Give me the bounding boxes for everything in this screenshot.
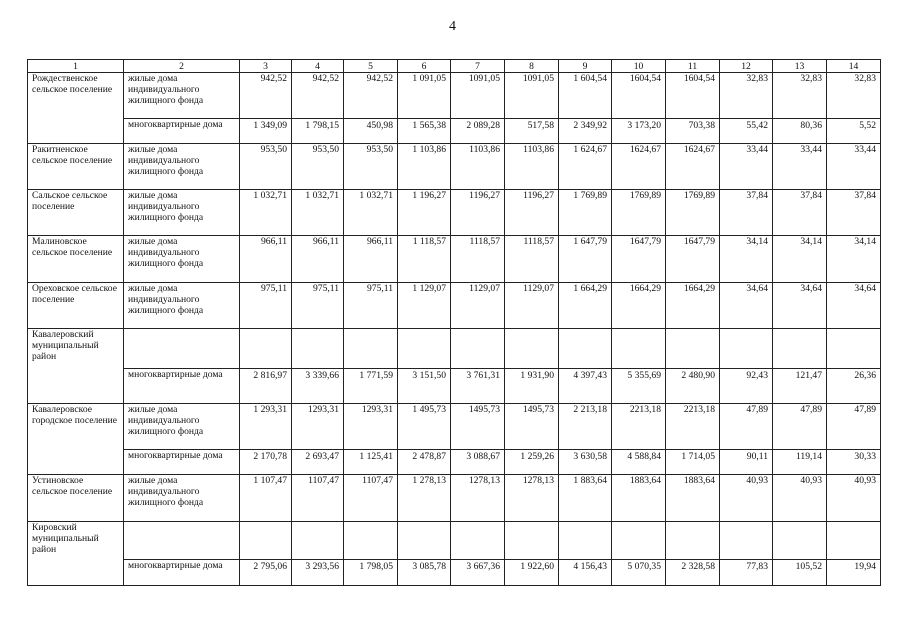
value-cell xyxy=(827,522,881,560)
value-cell: 1604,54 xyxy=(666,73,720,119)
value-cell: 2 478,87 xyxy=(398,450,451,475)
value-cell: 77,83 xyxy=(720,560,773,586)
housing-type: жилые дома индивидуального жилищного фонда xyxy=(124,283,240,329)
value-cell: 1883,64 xyxy=(612,475,666,522)
column-number-header: 5 xyxy=(344,60,398,73)
value-cell: 2213,18 xyxy=(666,404,720,450)
value-cell: 1 604,54 xyxy=(559,73,612,119)
value-cell: 2 328,58 xyxy=(666,560,720,586)
value-cell: 19,94 xyxy=(827,560,881,586)
housing-type: многоквартирные дома xyxy=(124,369,240,404)
value-cell: 1118,57 xyxy=(505,236,559,283)
value-cell: 30,33 xyxy=(827,450,881,475)
value-cell: 1 118,57 xyxy=(398,236,451,283)
table-body xyxy=(28,60,881,586)
value-cell: 1 922,60 xyxy=(505,560,559,586)
column-number-header-row xyxy=(28,60,881,73)
value-cell: 1 769,89 xyxy=(559,190,612,236)
value-cell: 40,93 xyxy=(720,475,773,522)
region-name: Сальское сельское поселение xyxy=(28,190,124,236)
column-number-header: 9 xyxy=(559,60,612,73)
value-cell: 1 032,71 xyxy=(292,190,344,236)
value-cell: 1107,47 xyxy=(344,475,398,522)
value-cell: 80,36 xyxy=(773,119,827,144)
value-cell: 2 349,92 xyxy=(559,119,612,144)
value-cell: 34,64 xyxy=(773,283,827,329)
table-row xyxy=(28,190,881,236)
value-cell: 953,50 xyxy=(344,144,398,190)
column-number-header: 11 xyxy=(666,60,720,73)
housing-type: многоквартирные дома xyxy=(124,450,240,475)
value-cell xyxy=(559,522,612,560)
value-cell: 3 088,67 xyxy=(451,450,505,475)
value-cell xyxy=(451,522,505,560)
value-cell xyxy=(398,329,451,369)
column-number-header: 3 xyxy=(240,60,292,73)
column-number-header: 6 xyxy=(398,60,451,73)
housing-type: жилые дома индивидуального жилищного фонда xyxy=(124,190,240,236)
region-name: Кавалеровское городское поселение xyxy=(28,404,124,475)
value-cell xyxy=(240,329,292,369)
value-cell: 1 107,47 xyxy=(240,475,292,522)
value-cell: 1769,89 xyxy=(666,190,720,236)
housing-type: многоквартирные дома xyxy=(124,560,240,586)
table-row xyxy=(28,404,881,450)
value-cell: 2 089,28 xyxy=(451,119,505,144)
column-number-header: 4 xyxy=(292,60,344,73)
value-cell: 1129,07 xyxy=(451,283,505,329)
value-cell: 40,93 xyxy=(827,475,881,522)
value-cell: 33,44 xyxy=(720,144,773,190)
value-cell: 33,44 xyxy=(827,144,881,190)
value-cell: 105,52 xyxy=(773,560,827,586)
value-cell: 1196,27 xyxy=(505,190,559,236)
value-cell: 1091,05 xyxy=(505,73,559,119)
value-cell: 1 103,86 xyxy=(398,144,451,190)
value-cell: 34,64 xyxy=(827,283,881,329)
value-cell xyxy=(344,522,398,560)
value-cell: 121,47 xyxy=(773,369,827,404)
table-row xyxy=(28,236,881,283)
column-number-header: 13 xyxy=(773,60,827,73)
value-cell: 5 355,69 xyxy=(612,369,666,404)
value-cell: 47,89 xyxy=(827,404,881,450)
value-cell: 92,43 xyxy=(720,369,773,404)
region-name: Ореховское сельское поселение xyxy=(28,283,124,329)
column-number-header: 2 xyxy=(124,60,240,73)
value-cell: 2 795,06 xyxy=(240,560,292,586)
value-cell: 33,44 xyxy=(773,144,827,190)
value-cell: 37,84 xyxy=(827,190,881,236)
value-cell xyxy=(344,329,398,369)
housing-type: жилые дома индивидуального жилищного фонда xyxy=(124,404,240,450)
value-cell: 953,50 xyxy=(292,144,344,190)
region-name: Рождественское сельское поселение xyxy=(28,73,124,144)
value-cell: 1624,67 xyxy=(612,144,666,190)
value-cell xyxy=(773,522,827,560)
value-cell: 3 339,66 xyxy=(292,369,344,404)
value-cell: 1 931,90 xyxy=(505,369,559,404)
value-cell: 4 156,43 xyxy=(559,560,612,586)
value-cell: 3 630,58 xyxy=(559,450,612,475)
value-cell: 34,14 xyxy=(773,236,827,283)
value-cell: 1 798,15 xyxy=(292,119,344,144)
housing-type xyxy=(124,522,240,560)
column-number-header: 14 xyxy=(827,60,881,73)
value-cell xyxy=(666,522,720,560)
table-row xyxy=(28,450,881,475)
value-cell: 1 293,31 xyxy=(240,404,292,450)
value-cell xyxy=(773,329,827,369)
value-cell: 2 480,90 xyxy=(666,369,720,404)
value-cell: 1 664,29 xyxy=(559,283,612,329)
value-cell xyxy=(505,522,559,560)
value-cell: 1604,54 xyxy=(612,73,666,119)
value-cell: 1 278,13 xyxy=(398,475,451,522)
value-cell: 966,11 xyxy=(292,236,344,283)
value-cell: 1624,67 xyxy=(666,144,720,190)
value-cell: 37,84 xyxy=(720,190,773,236)
value-cell: 26,36 xyxy=(827,369,881,404)
value-cell: 34,64 xyxy=(720,283,773,329)
value-cell xyxy=(292,522,344,560)
value-cell: 47,89 xyxy=(773,404,827,450)
value-cell: 1196,27 xyxy=(451,190,505,236)
value-cell: 1293,31 xyxy=(292,404,344,450)
value-cell: 4 588,84 xyxy=(612,450,666,475)
housing-type: жилые дома индивидуального жилищного фонда xyxy=(124,236,240,283)
value-cell xyxy=(612,329,666,369)
value-cell: 55,42 xyxy=(720,119,773,144)
value-cell: 1495,73 xyxy=(451,404,505,450)
value-cell xyxy=(398,522,451,560)
column-number-header: 12 xyxy=(720,60,773,73)
column-number-header: 10 xyxy=(612,60,666,73)
value-cell: 37,84 xyxy=(773,190,827,236)
value-cell: 1278,13 xyxy=(505,475,559,522)
value-cell: 975,11 xyxy=(344,283,398,329)
value-cell: 2 693,47 xyxy=(292,450,344,475)
value-cell: 1647,79 xyxy=(612,236,666,283)
value-cell: 5,52 xyxy=(827,119,881,144)
value-cell: 32,83 xyxy=(827,73,881,119)
table-row xyxy=(28,329,881,369)
value-cell: 47,89 xyxy=(720,404,773,450)
value-cell: 34,14 xyxy=(720,236,773,283)
value-cell: 32,83 xyxy=(773,73,827,119)
column-number-header: 8 xyxy=(505,60,559,73)
value-cell: 1129,07 xyxy=(505,283,559,329)
value-cell: 1118,57 xyxy=(451,236,505,283)
table-row xyxy=(28,144,881,190)
value-cell: 119,14 xyxy=(773,450,827,475)
value-cell: 1 714,05 xyxy=(666,450,720,475)
value-cell: 1495,73 xyxy=(505,404,559,450)
value-cell: 3 761,31 xyxy=(451,369,505,404)
region-name: Кировский муниципальный район xyxy=(28,522,124,586)
value-cell xyxy=(559,329,612,369)
page-number: 4 xyxy=(449,19,456,34)
value-cell: 1 196,27 xyxy=(398,190,451,236)
value-cell: 3 667,36 xyxy=(451,560,505,586)
housing-type xyxy=(124,329,240,369)
value-cell: 966,11 xyxy=(240,236,292,283)
housing-type: жилые дома индивидуального жилищного фонда xyxy=(124,475,240,522)
value-cell: 1 647,79 xyxy=(559,236,612,283)
value-cell xyxy=(240,522,292,560)
value-cell: 4 397,43 xyxy=(559,369,612,404)
value-cell xyxy=(720,329,773,369)
value-cell: 1278,13 xyxy=(451,475,505,522)
value-cell: 1 129,07 xyxy=(398,283,451,329)
value-cell xyxy=(292,329,344,369)
tariff-table xyxy=(27,59,881,586)
value-cell: 1 259,26 xyxy=(505,450,559,475)
value-cell: 2 170,78 xyxy=(240,450,292,475)
value-cell xyxy=(666,329,720,369)
value-cell xyxy=(612,522,666,560)
value-cell: 3 151,50 xyxy=(398,369,451,404)
value-cell: 1647,79 xyxy=(666,236,720,283)
region-name: Ракитненское сельское поселение xyxy=(28,144,124,190)
value-cell: 1 349,09 xyxy=(240,119,292,144)
value-cell: 2 816,97 xyxy=(240,369,292,404)
column-number-header: 7 xyxy=(451,60,505,73)
value-cell: 5 070,35 xyxy=(612,560,666,586)
value-cell: 2213,18 xyxy=(612,404,666,450)
value-cell: 966,11 xyxy=(344,236,398,283)
table-row xyxy=(28,73,881,119)
table-row xyxy=(28,522,881,560)
value-cell: 40,93 xyxy=(773,475,827,522)
column-number-header: 1 xyxy=(28,60,124,73)
value-cell: 975,11 xyxy=(292,283,344,329)
table-row xyxy=(28,119,881,144)
value-cell: 1091,05 xyxy=(451,73,505,119)
housing-type: жилые дома индивидуального жилищного фонда xyxy=(124,73,240,119)
value-cell: 1 883,64 xyxy=(559,475,612,522)
value-cell: 450,98 xyxy=(344,119,398,144)
value-cell: 1293,31 xyxy=(344,404,398,450)
value-cell xyxy=(505,329,559,369)
value-cell: 3 293,56 xyxy=(292,560,344,586)
table-row xyxy=(28,369,881,404)
value-cell: 1 495,73 xyxy=(398,404,451,450)
value-cell: 1 798,05 xyxy=(344,560,398,586)
table-row xyxy=(28,560,881,586)
housing-type: жилые дома индивидуального жилищного фонда xyxy=(124,144,240,190)
value-cell: 953,50 xyxy=(240,144,292,190)
value-cell xyxy=(720,522,773,560)
value-cell: 1 771,59 xyxy=(344,369,398,404)
value-cell: 3 173,20 xyxy=(612,119,666,144)
value-cell: 1107,47 xyxy=(292,475,344,522)
value-cell: 1103,86 xyxy=(451,144,505,190)
value-cell: 1664,29 xyxy=(612,283,666,329)
value-cell: 942,52 xyxy=(344,73,398,119)
value-cell: 1883,64 xyxy=(666,475,720,522)
value-cell: 942,52 xyxy=(292,73,344,119)
value-cell xyxy=(827,329,881,369)
housing-type: многоквартирные дома xyxy=(124,119,240,144)
value-cell: 1 624,67 xyxy=(559,144,612,190)
table-row xyxy=(28,283,881,329)
value-cell: 1103,86 xyxy=(505,144,559,190)
value-cell: 517,58 xyxy=(505,119,559,144)
value-cell: 2 213,18 xyxy=(559,404,612,450)
value-cell: 32,83 xyxy=(720,73,773,119)
region-name: Устиновское сельское поселение xyxy=(28,475,124,522)
value-cell: 1 032,71 xyxy=(240,190,292,236)
value-cell: 975,11 xyxy=(240,283,292,329)
value-cell: 1 565,38 xyxy=(398,119,451,144)
value-cell: 1 125,41 xyxy=(344,450,398,475)
value-cell: 1 091,05 xyxy=(398,73,451,119)
value-cell: 3 085,78 xyxy=(398,560,451,586)
value-cell: 703,38 xyxy=(666,119,720,144)
value-cell: 1 032,71 xyxy=(344,190,398,236)
value-cell: 90,11 xyxy=(720,450,773,475)
value-cell: 1769,89 xyxy=(612,190,666,236)
value-cell xyxy=(451,329,505,369)
value-cell: 1664,29 xyxy=(666,283,720,329)
region-name: Кавалеровский муниципальный район xyxy=(28,329,124,404)
table-row xyxy=(28,475,881,522)
region-name: Малиновское сельское поселение xyxy=(28,236,124,283)
value-cell: 34,14 xyxy=(827,236,881,283)
value-cell: 942,52 xyxy=(240,73,292,119)
